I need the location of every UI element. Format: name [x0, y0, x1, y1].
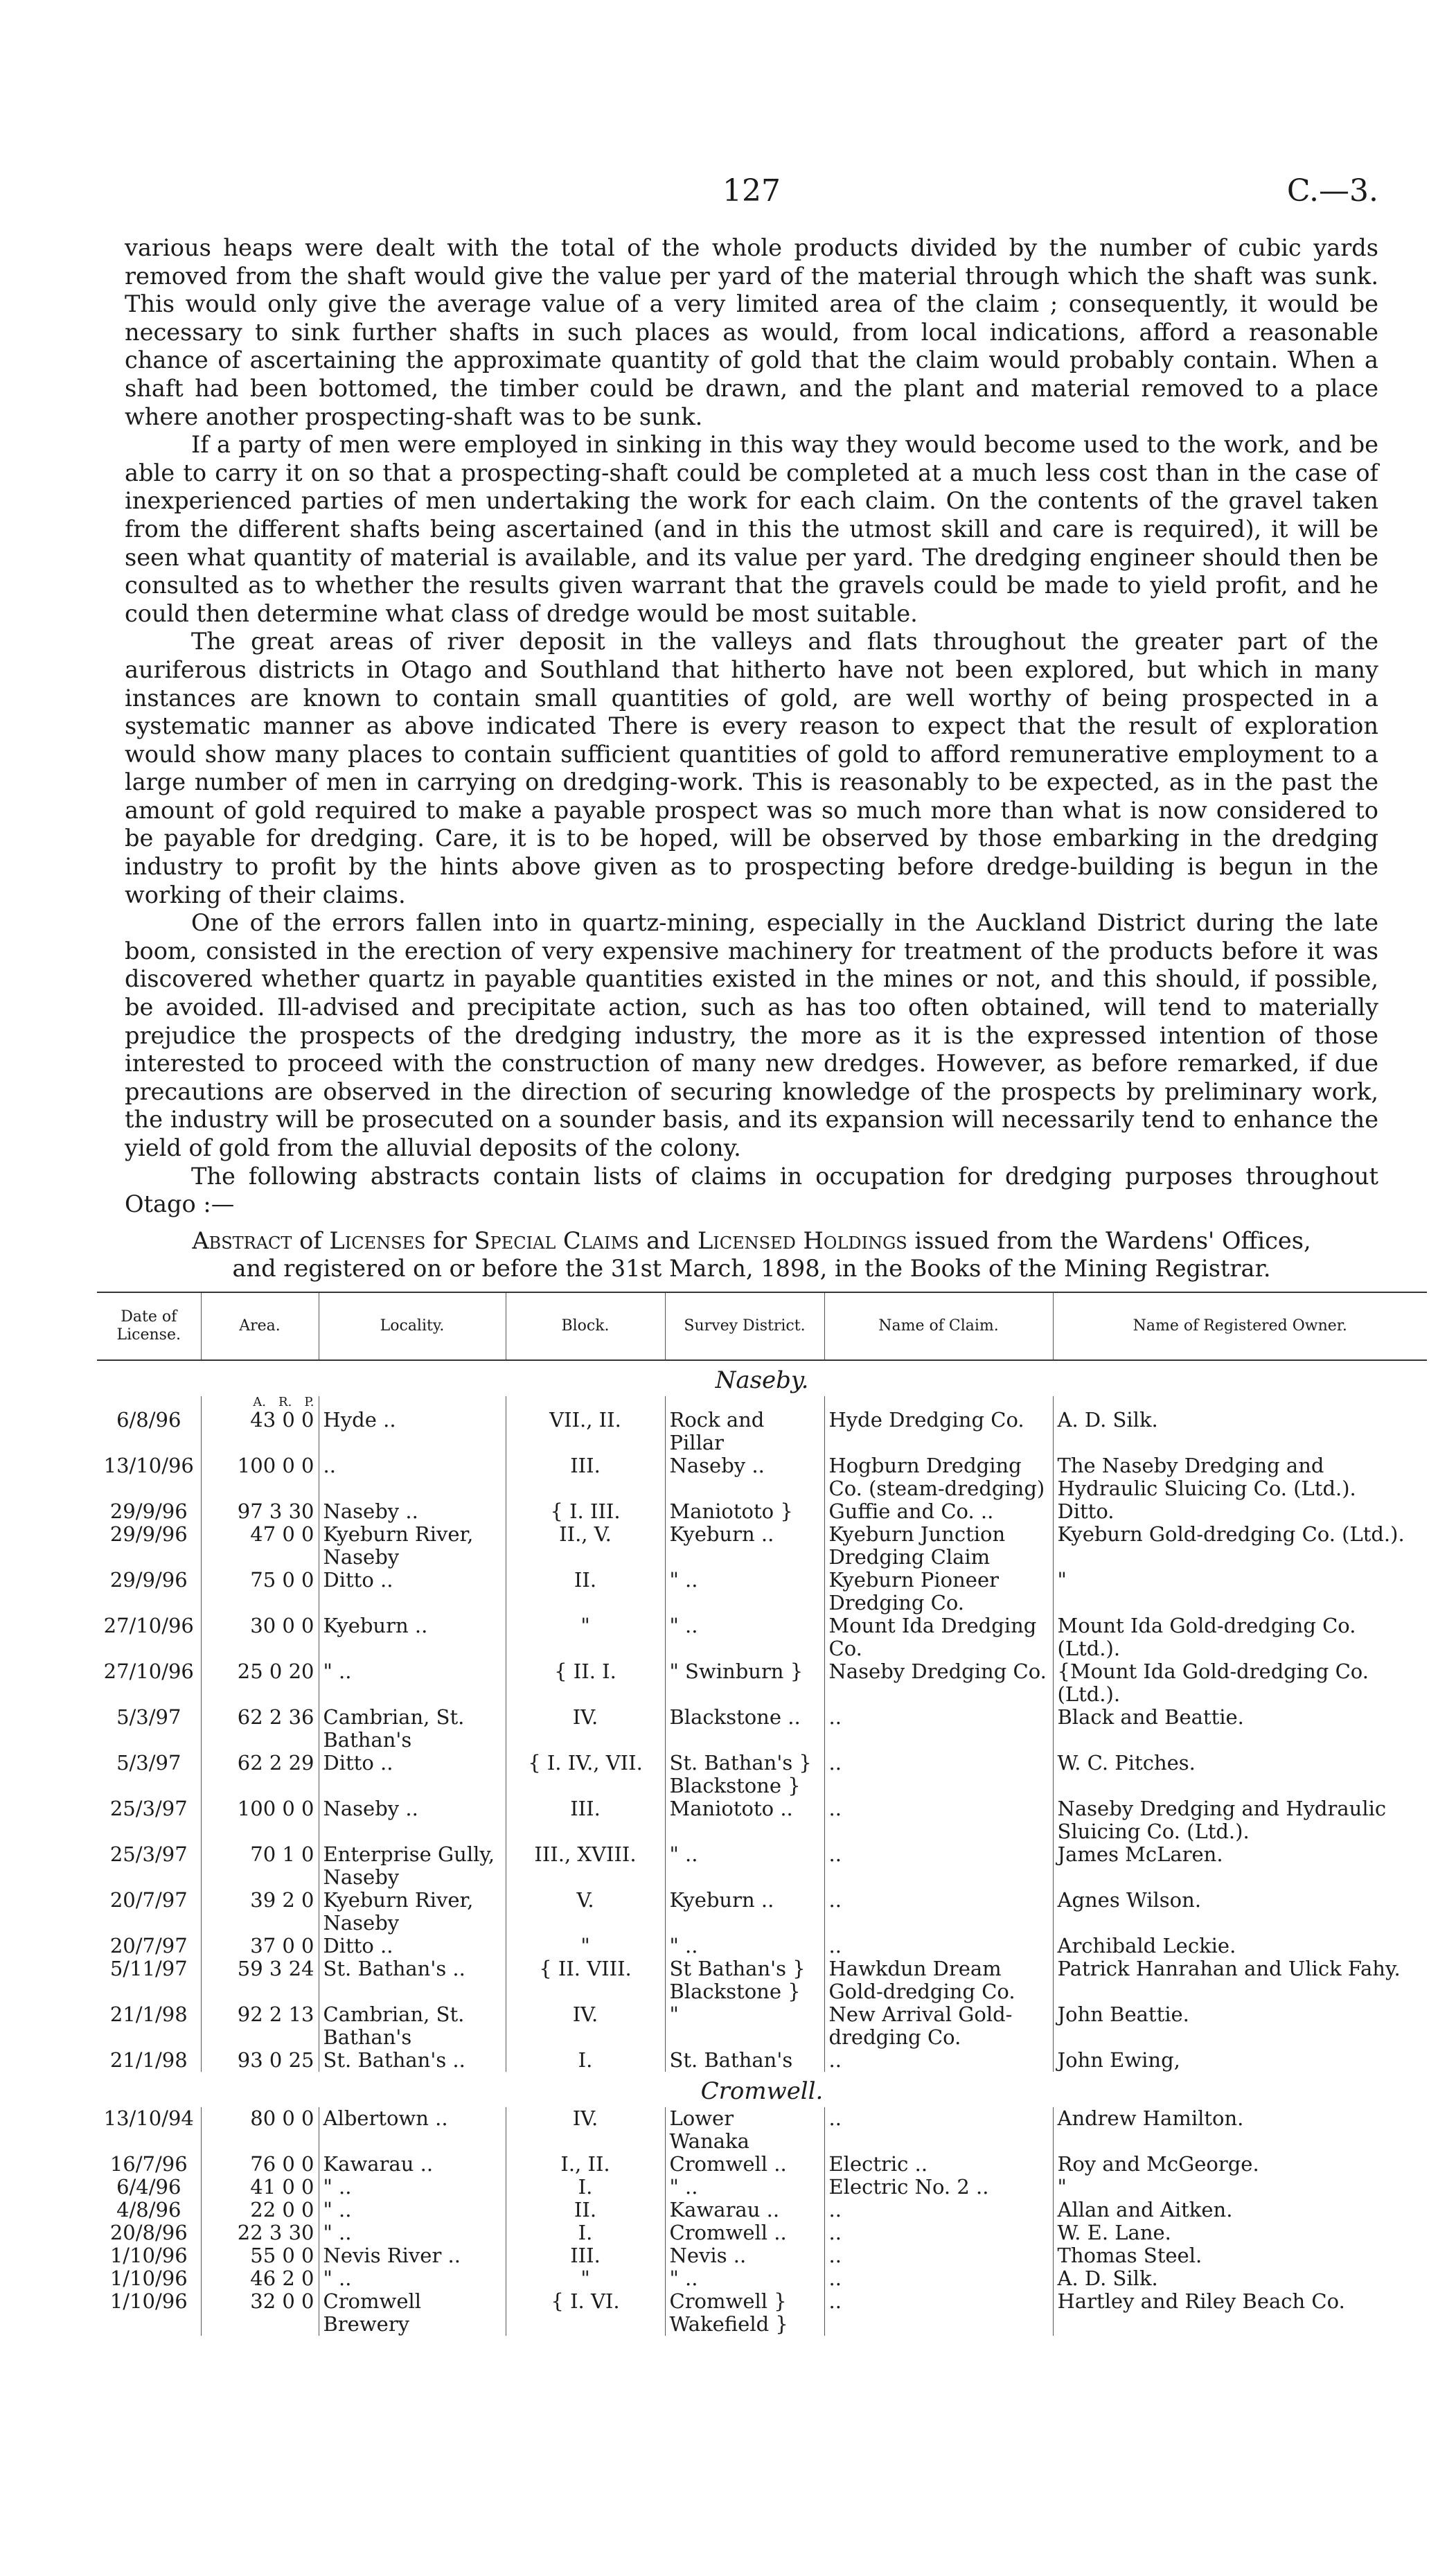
cell-date: 29/9/96 — [109, 1499, 188, 1523]
cell-survey: " .. — [665, 1614, 824, 1660]
cell-survey: Blackstone .. — [665, 1706, 824, 1752]
section-heading: Naseby. — [715, 1366, 809, 1394]
cell-date: 1/10/96 — [109, 2289, 188, 2313]
cell-area: 100 0 0 — [201, 1454, 319, 1500]
empty-cell — [319, 1396, 506, 1409]
cell-block: II., V. — [506, 1523, 665, 1569]
cell-locality: Ditto .. — [319, 1752, 506, 1797]
page-header — [125, 173, 1378, 222]
table-row — [97, 1454, 1427, 1500]
cell-date: 27/10/96 — [103, 1659, 194, 1683]
cell-area: 39 2 0 — [201, 1889, 319, 1935]
table-row — [97, 2290, 1427, 2336]
cell-claim: Guffie and Co. .. — [824, 1500, 1053, 1523]
cell-survey: Cromwell } Wakefield } — [665, 2290, 824, 2336]
cell-survey: " .. — [665, 2176, 824, 2199]
cell-locality: Albertown .. — [319, 2107, 506, 2153]
area-unit-label: A. — [253, 1394, 267, 1409]
table-row — [97, 1523, 1427, 1569]
cell-survey: Maniototo .. — [665, 1797, 824, 1843]
cell-area: 47 0 0 — [201, 1523, 319, 1569]
table-row — [97, 1889, 1427, 1935]
cell-locality: " .. — [319, 2267, 506, 2290]
table-row — [97, 2153, 1427, 2176]
empty-cell — [824, 1396, 1053, 1409]
cell-survey: Nevis .. — [665, 2244, 824, 2267]
cell-block: III. — [506, 1797, 665, 1843]
area-units-row — [97, 1396, 1427, 1409]
table-row — [97, 2107, 1427, 2153]
cell-date: 20/7/97 — [109, 1887, 188, 1912]
cell-area: 76 0 0 — [201, 2153, 319, 2176]
cell-owner: W. C. Pitches. — [1053, 1752, 1427, 1797]
cell-survey: " .. — [665, 1935, 824, 1957]
cell-locality: Kyeburn River, Naseby — [319, 1523, 506, 1569]
title-word: for — [425, 1226, 474, 1254]
cell-block: IV. — [506, 2107, 665, 2153]
cell-block: III. — [506, 1454, 665, 1500]
cell-owner: {Mount Ida Gold-dredging Co. (Ltd.). — [1053, 1660, 1427, 1706]
cell-claim: .. — [824, 1797, 1053, 1843]
cell-claim: .. — [824, 2049, 1053, 2072]
abstract-title-line2: and registered on or before the 31st March, 1898, in the Books of the Mining Registrar. — [232, 1255, 1271, 1283]
cell-date: 20/8/96 — [109, 2220, 188, 2244]
cell-date: 27/10/96 — [103, 1613, 194, 1637]
cell-locality: Kawarau .. — [319, 2153, 506, 2176]
cell-locality: Ditto .. — [319, 1935, 506, 1957]
area-unit-label: R. — [278, 1394, 292, 1409]
cell-area: 46 2 0 — [201, 2267, 319, 2290]
cell-date: 6/4/96 — [116, 2174, 181, 2199]
cell-survey: " .. — [665, 2267, 824, 2290]
cell-area: 32 0 0 — [201, 2290, 319, 2336]
cell-owner: Thomas Steel. — [1053, 2244, 1427, 2267]
cell-date: 16/7/96 — [109, 2151, 188, 2176]
cell-block: I. — [506, 2049, 665, 2072]
cell-block: { I. VI. — [506, 2290, 665, 2336]
title-word: issued from the Wardens' Offices, — [907, 1226, 1311, 1254]
cell-owner: Black and Beattie. — [1053, 1706, 1427, 1752]
cell-survey: Lower Wanaka — [665, 2107, 824, 2153]
cell-area: 43 0 0 — [201, 1409, 319, 1454]
cell-date: 6/8/96 — [116, 1407, 181, 1432]
table-row — [97, 1614, 1427, 1660]
cell-block: I. — [506, 2176, 665, 2199]
paragraph: various heaps were dealt with the total of the whole products divided by the number of cubic yards removed from the shaft would give the value per yard of the material through which the shaft was sunk. This would only give the average value of a very limited area of the claim ; consequently, it would be necessary to sink further shafts in such places as would, from local indications, afford a reasonable chance of ascertaining the approximate quantity of gold that the claim would probably contain. When a shaft had been bottomed, the timber could be drawn, and the plant and material removed to a place where another prospecting-shaft was to be sunk. — [125, 234, 1378, 430]
empty-cell — [97, 1396, 201, 1409]
cell-block: { II. VIII. — [506, 1957, 665, 2003]
abstract-title-line1 — [125, 1227, 1378, 1256]
cell-area: 62 2 29 — [201, 1752, 319, 1797]
cell-survey: " — [665, 2003, 824, 2049]
cell-date: 5/3/97 — [116, 1705, 181, 1729]
cell-owner: James McLaren. — [1053, 1843, 1427, 1889]
cell-date: 25/3/97 — [109, 1842, 188, 1866]
cell-survey: " Swinburn } — [665, 1660, 824, 1706]
cell-locality: Cromwell Brewery — [319, 2290, 506, 2336]
cell-survey: Kyeburn .. — [665, 1889, 824, 1935]
cell-survey: Kawarau .. — [665, 2199, 824, 2221]
page-number: 127 — [722, 173, 781, 209]
cell-owner: Allan and Aitken. — [1053, 2199, 1427, 2221]
cell-area: 62 2 36 — [201, 1706, 319, 1752]
cell-area: 37 0 0 — [201, 1935, 319, 1957]
cell-area: 22 3 30 — [201, 2221, 319, 2244]
cell-owner: A. D. Silk. — [1053, 1409, 1427, 1454]
table-row — [97, 2003, 1427, 2049]
cell-block: " — [506, 1614, 665, 1660]
cell-survey: " .. — [665, 1569, 824, 1614]
page — [103, 173, 1405, 2336]
title-word: Abstract — [192, 1226, 292, 1254]
cell-locality: St. Bathan's .. — [319, 2049, 506, 2072]
cell-survey: St. Bathan's — [665, 2049, 824, 2072]
cell-area: 25 0 20 — [201, 1660, 319, 1706]
cell-locality: Naseby .. — [319, 1797, 506, 1843]
cell-owner: Patrick Hanrahan and Ulick Fahy. — [1053, 1957, 1427, 2003]
abstract-title — [125, 1227, 1378, 1283]
title-word: Licenses — [329, 1226, 426, 1254]
section-heading-row — [97, 2072, 1427, 2107]
header-survey-district: Survey District. — [665, 1292, 824, 1360]
table-row — [97, 1797, 1427, 1843]
paragraph: The great areas of river deposit in the valleys and flats throughout the greater part of the auriferous districts in Otago and Southland that hitherto have not been explored, but which in many instances are known to contain small quantities of gold, are well worthy of being prospected in a systematic manner as above indicated There is every reason to expect that the result of exploration would show many places to contain sufficient quantities of gold to afford remunerative employment to a large number of men in carrying on dredging-work. This is reasonably to be expected, as in the past the amount of gold required to make a payable prospect was so much more than what is now considered to be payable for dredging. Care, it is to be hoped, will be observed by those embarking in the dredging industry to profit by the hints above given as to prospecting before dredge-building is begun in the working of their claims. — [125, 628, 1378, 908]
cell-area: 59 3 24 — [201, 1957, 319, 2003]
cell-block: " — [506, 1935, 665, 1957]
cell-block: III., XVIII. — [506, 1843, 665, 1889]
cell-survey: Maniototo } — [665, 1500, 824, 1523]
area-unit-label: P. — [304, 1394, 314, 1409]
cell-owner: Andrew Hamilton. — [1053, 2107, 1427, 2153]
cell-claim: .. — [824, 2107, 1053, 2153]
cell-locality: Ditto .. — [319, 1569, 506, 1614]
cell-area: 22 0 0 — [201, 2199, 319, 2221]
cell-date: 13/10/94 — [103, 2106, 194, 2130]
table-row — [97, 2049, 1427, 2072]
cell-date: 5/3/97 — [116, 1750, 181, 1775]
cell-claim: Hawkdun Dream Gold-dredging Co. — [824, 1957, 1053, 2003]
cell-area: 93 0 25 — [201, 2049, 319, 2072]
cell-date: 20/7/97 — [109, 1933, 188, 1957]
table-row — [97, 2221, 1427, 2244]
paragraph: One of the errors fallen into in quartz-mining, especially in the Auckland District during the late boom, consisted in the erection of very expensive machinery for treatment of the products before it was discovered whether quartz in payable quantities existed in the mines or not, and this should, if possible, be avoided. Ill-advised and precipitate action, such as has too often obtained, will tend to materially prejudice the prospects of the dredging industry, the more as it is the expressed intention of those interested to proceed with the construction of many new dredges. However, as before remarked, if due precautions are observed in the direction of securing knowledge of the prospects by preliminary work, the industry will be prosecuted on a sounder basis, and its expansion will necessarily tend to enhance the yield of gold from the alluvial deposits of the colony. — [125, 909, 1378, 1161]
cell-claim: New Arrival Gold-dredging Co. — [824, 2003, 1053, 2049]
cell-date: 21/1/98 — [109, 2002, 188, 2026]
cell-claim: Naseby Dredging Co. — [824, 1660, 1053, 1706]
cell-block: { I. IV., VII. — [506, 1752, 665, 1797]
table-row — [97, 1706, 1427, 1752]
cell-area: 97 3 30 — [201, 1500, 319, 1523]
cell-locality: Nevis River .. — [319, 2244, 506, 2267]
cell-claim: .. — [824, 1889, 1053, 1935]
cell-area: 41 0 0 — [201, 2176, 319, 2199]
cell-claim: Kyeburn Junction Dredging Claim — [824, 1523, 1053, 1569]
cell-owner: Roy and McGeorge. — [1053, 2153, 1427, 2176]
cell-area: 70 1 0 — [201, 1843, 319, 1889]
cell-block: { II. I. — [506, 1660, 665, 1706]
cell-locality: " .. — [319, 2176, 506, 2199]
table-row — [97, 2267, 1427, 2290]
cell-claim: .. — [824, 2290, 1053, 2336]
cell-locality: " .. — [319, 1660, 506, 1706]
table-row — [97, 1409, 1427, 1454]
cell-claim: .. — [824, 1935, 1053, 1957]
cell-locality: " .. — [319, 2221, 506, 2244]
cell-owner: Kyeburn Gold-dredging Co. (Ltd.). — [1053, 1523, 1427, 1569]
cell-date: 1/10/96 — [109, 2243, 188, 2267]
table-row — [97, 1935, 1427, 1957]
cell-date: 29/9/96 — [109, 1567, 188, 1592]
cell-owner: John Beattie. — [1053, 2003, 1427, 2049]
empty-cell — [1053, 1396, 1427, 1409]
cell-date: 5/11/97 — [109, 1956, 188, 1980]
cell-claim: Electric .. — [824, 2153, 1053, 2176]
cell-block: IV. — [506, 1706, 665, 1752]
header-block: Block. — [506, 1292, 665, 1360]
table-row — [97, 1660, 1427, 1706]
cell-claim: .. — [824, 2244, 1053, 2267]
cell-block: II. — [506, 1569, 665, 1614]
cell-locality: .. — [319, 1454, 506, 1500]
cell-block: I., II. — [506, 2153, 665, 2176]
cell-block: IV. — [506, 2003, 665, 2049]
title-word: and — [639, 1226, 698, 1254]
cell-date: 4/8/96 — [116, 2197, 181, 2221]
cell-area: 92 2 13 — [201, 2003, 319, 2049]
table-row — [97, 2176, 1427, 2199]
cell-locality: Kyeburn .. — [319, 1614, 506, 1660]
cell-claim: Hyde Dredging Co. — [824, 1409, 1053, 1454]
cell-owner: Ditto. — [1053, 1500, 1427, 1523]
header-claim: Name of Claim. — [824, 1292, 1053, 1360]
title-word: of — [292, 1226, 330, 1254]
cell-survey: St. Bathan's } Blackstone } — [665, 1752, 824, 1797]
table-row — [97, 1569, 1427, 1614]
cell-locality: Enterprise Gully, Naseby — [319, 1843, 506, 1889]
title-word: Special Claims — [474, 1226, 639, 1254]
cell-area: 75 0 0 — [201, 1569, 319, 1614]
cell-claim: Mount Ida Dredging Co. — [824, 1614, 1053, 1660]
cell-locality: Cambrian, St. Bathan's — [319, 2003, 506, 2049]
cell-locality: St. Bathan's .. — [319, 1957, 506, 2003]
cell-claim: Electric No. 2 .. — [824, 2176, 1053, 2199]
document-reference: C.—3. — [1286, 173, 1378, 209]
header-area: Area. — [201, 1292, 319, 1360]
cell-claim: .. — [824, 2221, 1053, 2244]
paragraph: The following abstracts contain lists of claims in occupation for dredging purposes throughout Otago :— — [125, 1162, 1378, 1218]
paragraph: If a party of men were employed in sinking in this way they would become used to the work, and be able to carry it on so that a prospecting-shaft could be completed at a much less cost than in the case of inexperienced parties of men undertaking the work for each claim. On the contents of the gravel taken from the different shafts being ascertained (and in this the utmost skill and care is required), it will be seen what quantity of material is available, and its value per yard. The dredging engineer should then be consulted as to whether the results given warrant that the gravels could be made to yield profit, and he could then determine what class of dredge would be most suitable. — [125, 431, 1378, 627]
cell-locality: Hyde .. — [319, 1409, 506, 1454]
cell-date: 1/10/96 — [109, 2266, 188, 2290]
table-body — [97, 1360, 1427, 2336]
header-owner: Name of Registered Owner. — [1053, 1292, 1427, 1360]
cell-date: 21/1/98 — [109, 2048, 188, 2072]
cell-claim: .. — [824, 2199, 1053, 2221]
cell-area: 100 0 0 — [201, 1797, 319, 1843]
cell-claim: .. — [824, 1752, 1053, 1797]
cell-owner: Naseby Dredging and Hydraulic Sluicing Co. (Ltd.). — [1053, 1797, 1427, 1843]
cell-locality: Naseby .. — [319, 1500, 506, 1523]
cell-owner: Agnes Wilson. — [1053, 1889, 1427, 1935]
cell-owner: Hartley and Riley Beach Co. — [1053, 2290, 1427, 2336]
table-header-row — [97, 1292, 1427, 1360]
cell-date: 13/10/96 — [103, 1453, 194, 1477]
cell-claim: .. — [824, 1706, 1053, 1752]
cell-owner: Archibald Leckie. — [1053, 1935, 1427, 1957]
header-locality: Locality. — [319, 1292, 506, 1360]
table-row — [97, 1752, 1427, 1797]
body-text — [125, 234, 1378, 1219]
cell-locality: Kyeburn River, Naseby — [319, 1889, 506, 1935]
cell-survey: Kyeburn .. — [665, 1523, 824, 1569]
header-date: Date of License. — [97, 1292, 201, 1360]
cell-survey: Naseby .. — [665, 1454, 824, 1500]
cell-date: 29/9/96 — [109, 1522, 188, 1546]
table-row — [97, 1843, 1427, 1889]
cell-owner: Mount Ida Gold-dredging Co. (Ltd.). — [1053, 1614, 1427, 1660]
cell-block: II. — [506, 2199, 665, 2221]
cell-locality: " .. — [319, 2199, 506, 2221]
abstract-table — [97, 1292, 1427, 2336]
cell-owner: " — [1053, 1569, 1427, 1614]
cell-block: VII., II. — [506, 1409, 665, 1454]
cell-survey: Cromwell .. — [665, 2153, 824, 2176]
cell-claim: .. — [824, 1843, 1053, 1889]
table-row — [97, 1500, 1427, 1523]
cell-block: I. — [506, 2221, 665, 2244]
cell-owner: A. D. Silk. — [1053, 2267, 1427, 2290]
table-row — [97, 2244, 1427, 2267]
cell-survey: St Bathan's } Blackstone } — [665, 1957, 824, 2003]
cell-survey: Rock and Pillar — [665, 1409, 824, 1454]
area-units — [201, 1396, 319, 1409]
cell-claim: Kyeburn Pioneer Dredging Co. — [824, 1569, 1053, 1614]
cell-date: 25/3/97 — [109, 1796, 188, 1820]
section-heading: Cromwell. — [700, 2077, 824, 2105]
cell-block: " — [506, 2267, 665, 2290]
table-row — [97, 1957, 1427, 2003]
cell-block: { I. III. — [506, 1500, 665, 1523]
title-word: Licensed Holdings — [697, 1226, 907, 1254]
empty-cell — [506, 1396, 665, 1409]
cell-area: 30 0 0 — [201, 1614, 319, 1660]
cell-block: V. — [506, 1889, 665, 1935]
cell-area: 55 0 0 — [201, 2244, 319, 2267]
cell-locality: Cambrian, St. Bathan's — [319, 1706, 506, 1752]
cell-owner: John Ewing, — [1053, 2049, 1427, 2072]
cell-area: 80 0 0 — [201, 2107, 319, 2153]
cell-owner: " — [1053, 2176, 1427, 2199]
cell-survey: " .. — [665, 1843, 824, 1889]
cell-claim: .. — [824, 2267, 1053, 2290]
cell-owner: The Naseby Dredging and Hydraulic Sluicing Co. (Ltd.). — [1053, 1454, 1427, 1500]
section-heading-row — [97, 1360, 1427, 1396]
cell-block: III. — [506, 2244, 665, 2267]
cell-owner: W. E. Lane. — [1053, 2221, 1427, 2244]
cell-claim: Hogburn Dredging Co. (steam-dredging) — [824, 1454, 1053, 1500]
empty-cell — [665, 1396, 824, 1409]
cell-survey: Cromwell .. — [665, 2221, 824, 2244]
table-row — [97, 2199, 1427, 2221]
